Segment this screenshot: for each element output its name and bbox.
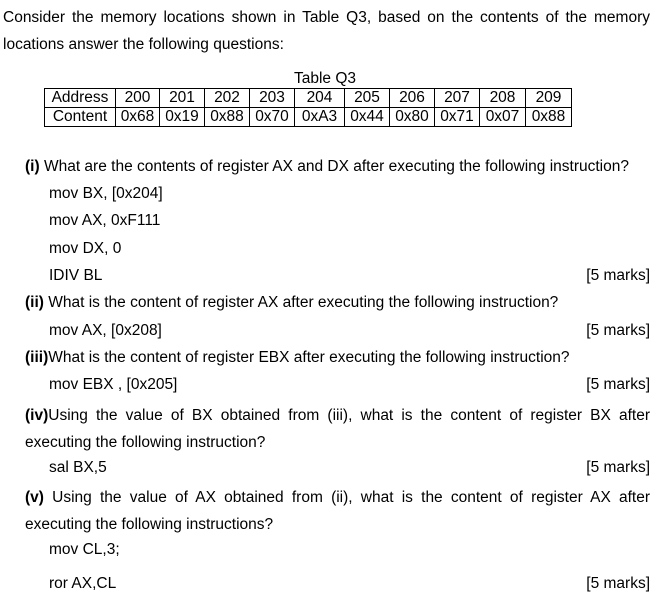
address-row [45, 89, 572, 108]
code-line: mov CL,3; [49, 541, 120, 558]
marks-label: [5 marks] [586, 267, 650, 284]
code-line: sal BX,5 [49, 459, 107, 476]
address-cell: 208 [480, 89, 526, 108]
content-cell: 0x71 [435, 108, 480, 127]
code-line: mov EBX , [0x205] [49, 376, 178, 393]
marks-label: [5 marks] [586, 322, 650, 339]
content-cell: 0x80 [390, 108, 435, 127]
code-line: mov AX, 0xF111 [49, 212, 161, 229]
question-text: What is the content of register EBX after executing the following instruction? [48, 349, 570, 366]
address-cell: 202 [205, 89, 250, 108]
content-cell: 0x19 [160, 108, 205, 127]
question-1 [25, 156, 629, 178]
question-number: (i) [25, 158, 40, 175]
address-cell: 207 [435, 89, 480, 108]
question-3 [25, 347, 570, 369]
question-2 [25, 292, 558, 314]
content-cell: 0x07 [480, 108, 526, 127]
question-text: What is the content of register AX after executing the following instruction? [48, 294, 559, 311]
question-text: What are the contents of register AX and DX after executing the following instruction? [43, 158, 629, 175]
question-5 [1, 484, 650, 538]
code-line: IDIV BL [49, 267, 103, 284]
content-cell: 0x44 [345, 108, 390, 127]
content-header-cell: Content [45, 108, 116, 127]
content-cell: 0x88 [205, 108, 250, 127]
address-cell: 206 [390, 89, 435, 108]
address-cell: 209 [526, 89, 572, 108]
intro-paragraph: Consider the memory locations shown in Table Q3, based on the contents of the memory locations answer the following questions: [3, 9, 650, 53]
question-number: (ii) [25, 294, 44, 311]
question-4 [1, 402, 650, 456]
memory-table [44, 88, 572, 127]
address-cell: 205 [345, 89, 390, 108]
code-line: mov AX, [0x208] [49, 322, 162, 339]
code-line: mov BX, [0x204] [49, 185, 163, 202]
question-text: Using the value of BX obtained from (iii), what is the content of register BX after executing the following instruction? [25, 407, 650, 451]
marks-label: [5 marks] [586, 459, 650, 476]
question-number: (v) [25, 489, 44, 506]
address-cell: 203 [250, 89, 295, 108]
content-cell: 0x70 [250, 108, 295, 127]
code-line: mov DX, 0 [49, 240, 122, 257]
content-row [45, 108, 572, 127]
marks-label: [5 marks] [586, 376, 650, 393]
content-cell: 0xA3 [295, 108, 345, 127]
question-number: (iii) [25, 349, 49, 366]
question-number: (iv) [25, 407, 49, 424]
question-text: Using the value of AX obtained from (ii), what is the content of register AX after executing the following instructions? [25, 489, 650, 533]
table-caption: Table Q3 [293, 70, 357, 87]
content-cell: 0x68 [116, 108, 160, 127]
address-cell: 200 [116, 89, 160, 108]
address-cell: 204 [295, 89, 345, 108]
address-cell: 201 [160, 89, 205, 108]
content-cell: 0x88 [526, 108, 572, 127]
address-header-cell: Address [45, 89, 116, 108]
code-line: ror AX,CL [49, 575, 117, 592]
marks-label: [5 marks] [586, 575, 650, 592]
